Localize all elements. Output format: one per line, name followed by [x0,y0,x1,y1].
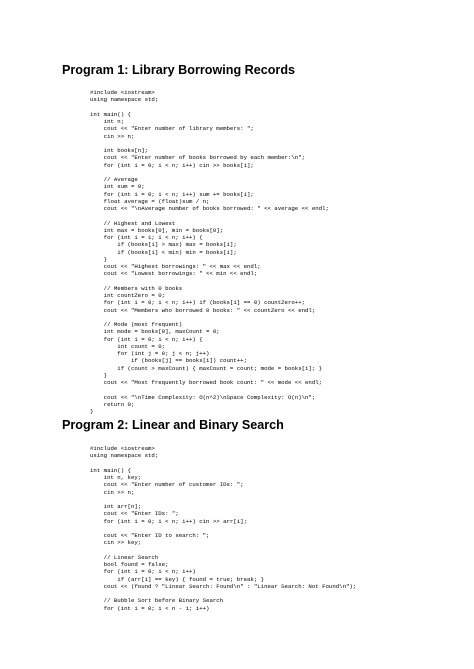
code-line: int n, key; [90,474,142,481]
code-line: int mode = books[0], maxCount = 0; [90,328,220,336]
code-line: int arr[n]; [90,503,142,510]
code-line: cout << (found ? "Linear Search: Found\n" : "Linear Search: Not Found\n"); [90,582,357,590]
code-line [90,547,356,554]
code-line: for (int i = 0; i < n - 1; i++) [90,604,210,612]
code-line [90,314,329,321]
code-line: cout << "\nTime Complexity: O(n^2)\nSpace Complexity: O(n)\n"; [90,393,316,401]
code-line: float average = (float)sum / n; [90,197,210,205]
code-line: // Bubble Sort before Binary Search [90,597,224,605]
code-line: cin >> n; [90,132,135,140]
code-line: #include <iostream> [90,89,155,96]
code-line: for (int j = 0; j < n; j++) [90,350,210,357]
code-line: } [90,408,94,415]
program-2-code-block [90,445,356,612]
code-line: if (arr[i] == key) { found = true; break; } [90,575,265,583]
code-line: cout << "Most frequently borrowed book count: " << mode << endl; [90,379,323,386]
program-1-code-block [90,89,329,415]
code-line: // Mode (most frequent) [90,321,183,328]
code-line: // Linear Search [90,553,159,561]
code-line [90,212,329,219]
code-line [90,496,356,503]
code-line [90,460,356,467]
code-line: cout << "Enter IDs: "; [90,510,179,518]
code-line: #include <iostream> [90,445,155,452]
code-line: int main() { [90,110,131,118]
code-line: cin >> key; [90,539,142,547]
code-line: for (int i = 0; i < n; i++) [90,568,196,576]
code-line: int main() { [90,466,131,474]
program-2-heading: Program 2: Linear and Binary Search [62,418,284,432]
code-line: for (int i = 0; i < n; i++) cin >> arr[i]; [90,517,248,525]
code-line [90,278,329,285]
code-line: for (int i = 0; i < n; i++) if (books[i] == 0) countZero++; [90,299,306,307]
code-line: if (books[i] < min) min = books[i]; [90,248,237,256]
code-line: using namespace std; [90,452,159,460]
code-line: using namespace std; [90,96,159,104]
code-line: } [90,371,108,379]
code-line: for (int i = 0; i < n; i++) cin >> books[i]; [90,161,254,169]
code-line: bool found = false; [90,561,169,568]
code-line: int countZero = 0; [90,292,166,299]
code-line: return 0; [90,400,135,408]
code-line: cout << "Enter number of books borrowed by each member:\n"; [90,154,306,162]
code-line [90,104,329,111]
code-line [90,386,329,393]
code-line: if (count > maxCount) { maxCount = count; mode = books[i]; } [90,364,323,372]
code-line [90,140,329,147]
code-line: cout << "Lowest borrowings: " << min << endl; [90,270,258,278]
code-line: for (int i = 1; i < n; i++) { [90,234,203,241]
program-1-heading: Program 1: Library Borrowing Records [62,63,296,77]
code-line: // Average [90,176,138,183]
code-line: // Members with 0 books [90,284,183,292]
code-line: cout << "Enter number of library members: "; [90,125,254,133]
code-line: cout << "Enter number of customer IDs: "; [90,481,244,489]
code-line: if (books[i] > max) max = books[i]; [90,241,237,249]
code-line: if (books[j] == books[i]) count++; [90,357,248,365]
code-line [90,169,329,176]
code-line: for (int i = 0; i < n; i++) sum += books[i]; [90,190,254,198]
code-line: } [90,255,108,263]
code-line: int n; [90,118,125,125]
code-line: cout << "Members who borrowed 0 books: " << countZero << endl; [90,306,316,314]
code-line: int count = 0; [90,342,166,350]
code-line: int sum = 0; [90,183,145,191]
code-line: cout << "Highest borrowings: " << max << endl; [90,263,261,270]
code-line: int max = books[0], min = books[0]; [90,226,224,234]
code-line: int books[n]; [90,147,149,154]
code-line: cin >> n; [90,488,135,496]
code-line [90,590,356,597]
code-line: // Highest and Lowest [90,219,176,227]
code-line: cout << "\nAverage number of books borrowed: " << average << endl; [90,205,329,212]
code-line: cout << "Enter ID to search: "; [90,532,210,539]
code-line [90,525,356,532]
code-line: for (int i = 0; i < n; i++) { [90,335,203,343]
